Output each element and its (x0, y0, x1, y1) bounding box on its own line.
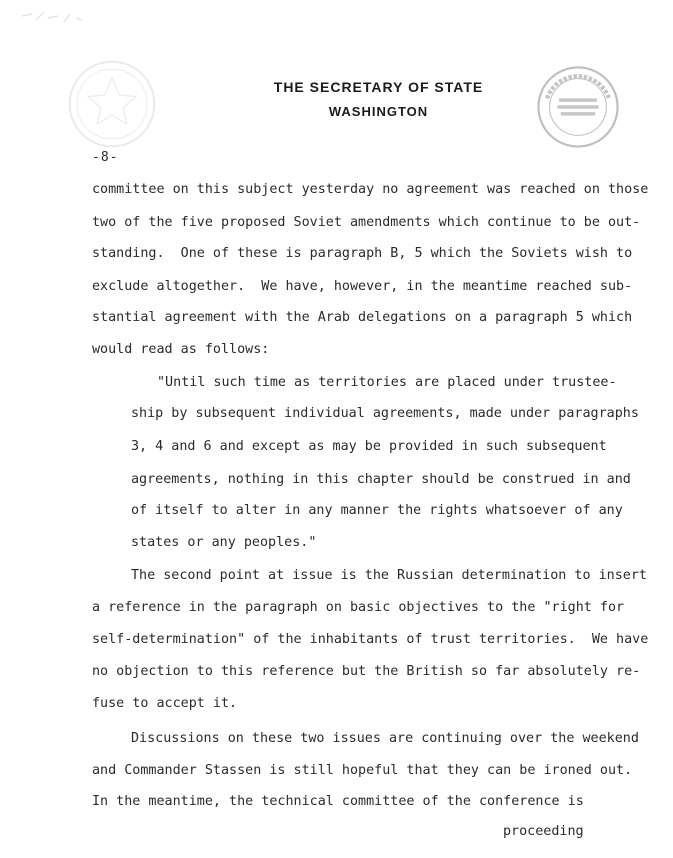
letterhead-title: THE SECRETARY OF STATE (273, 79, 484, 95)
quote-line: of itself to alter in any manner the rights whatsoever of any (131, 503, 623, 518)
text-line: self-determination" of the inhabitants of trust territories. We have (92, 632, 649, 647)
text-line: In the meantime, the technical committee of the conference is (92, 794, 584, 809)
text-line: two of the five proposed Soviet amendments which continue to be out- (92, 215, 641, 230)
quote-line: 3, 4 and 6 and except as may be provided in such subsequent (131, 439, 607, 454)
text-line: and Commander Stassen is still hopeful that they can be ironed out. (92, 763, 633, 778)
archive-pencil-mark (18, 8, 88, 42)
text-line: stantial agreement with the Arab delegations on a paragraph 5 which (92, 310, 633, 325)
text-line: no objection to this reference but the British so far absolutely re- (92, 664, 641, 679)
text-line: exclude altogether. We have, however, in the meantime reached sub- (92, 279, 633, 294)
text-line: Discussions on these two issues are continuing over the weekend (131, 731, 639, 746)
library-archive-stamp (535, 64, 621, 150)
text-line: The second point at issue is the Russian determination to insert (131, 568, 647, 583)
quote-line: "Until such time as territories are placed under trustee- (157, 375, 617, 390)
letterhead-city: WASHINGTON (328, 104, 429, 119)
quote-line: ship by subsequent individual agreements, made under paragraphs (131, 406, 639, 421)
page-number: -8- (92, 150, 119, 165)
text-line: would read as follows: (92, 342, 270, 357)
text-line: fuse to accept it. (92, 696, 238, 711)
quote-line: states or any peoples." (131, 535, 317, 550)
catchword: proceeding (503, 824, 584, 839)
text-line: standing. One of these is paragraph B, 5 which the Soviets wish to (92, 246, 633, 261)
quote-line: agreements, nothing in this chapter should be construed in and (131, 472, 631, 487)
text-line: a reference in the paragraph on basic objectives to the "right for (92, 600, 625, 615)
text-line: committee on this subject yesterday no agreement was reached on those (92, 182, 649, 197)
